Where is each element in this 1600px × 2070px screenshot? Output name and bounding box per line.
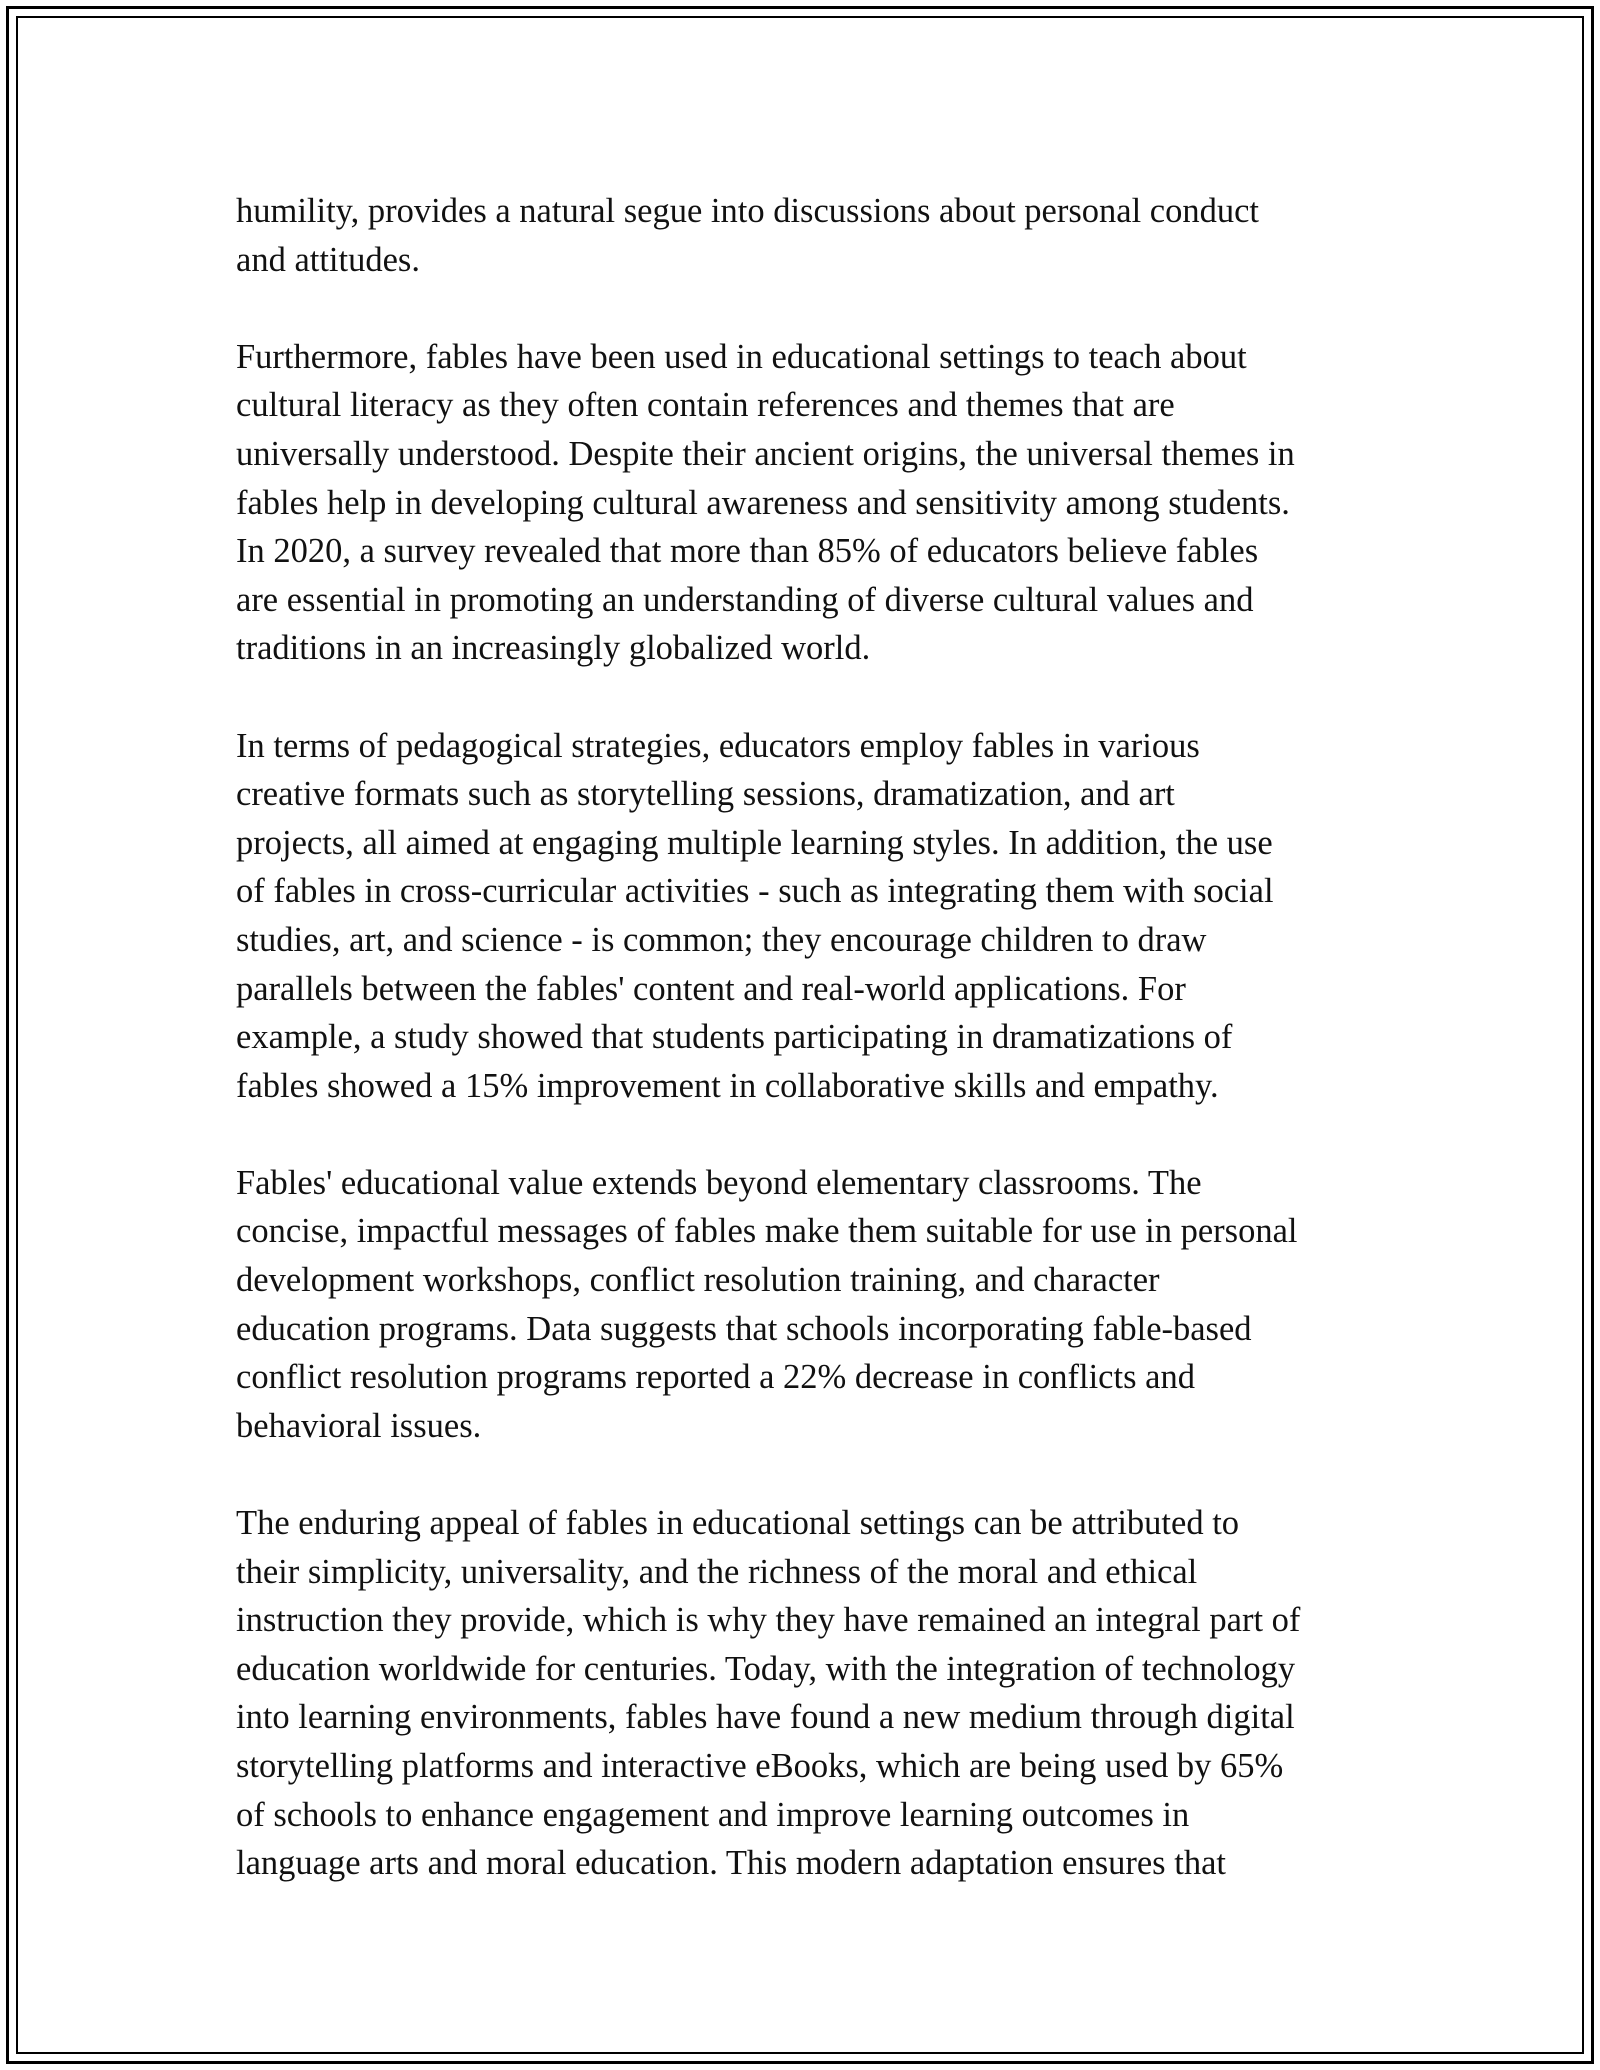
- text-line: education programs. Data suggests that schools incorporating fable-based: [236, 1309, 1252, 1348]
- text-line: and attitudes.: [236, 240, 420, 279]
- text-line: storytelling platforms and interactive eBooks, which are being used by 65%: [236, 1747, 1284, 1785]
- text-line: are essential in promoting an understanding of diverse cultural values and: [236, 580, 1254, 619]
- text-line: universally understood. Despite their ancient origins, the universal themes in: [236, 434, 1295, 473]
- text-line: into learning environments, fables have found a new medium through digital: [236, 1698, 1295, 1737]
- text-line: conflict resolution programs reported a 22% decrease in conflicts and: [236, 1358, 1195, 1397]
- text-line: education worldwide for centuries. Today, with the integration of technology: [236, 1649, 1296, 1688]
- text-line: creative formats such as storytelling sessions, dramatization, and art: [236, 775, 1175, 814]
- paragraph-pedagogical-strategies: [236, 722, 1396, 1111]
- text-line: The enduring appeal of fables in educational settings can be attributed to: [236, 1504, 1240, 1543]
- text-line: concise, impactful messages of fables make them suitable for use in personal: [236, 1212, 1298, 1251]
- text-line: cultural literacy as they often contain references and themes that are: [236, 386, 1175, 425]
- text-line: instruction they provide, which is why they have remained an integral part of: [236, 1601, 1301, 1640]
- text-line: Furthermore, fables have been used in educational settings to teach about: [236, 337, 1247, 376]
- text-line: example, a study showed that students participating in dramatizations of: [236, 1018, 1233, 1057]
- document-body: [236, 187, 1396, 1936]
- text-line: development workshops, conflict resolution training, and character: [236, 1261, 1160, 1300]
- text-line: studies, art, and science - is common; they encourage children to draw: [236, 920, 1207, 959]
- text-line: In 2020, a survey revealed that more than 85% of educators believe fables: [236, 532, 1259, 571]
- text-line: of schools to enhance engagement and improve learning outcomes in: [236, 1795, 1190, 1834]
- paragraph-humility: [236, 187, 1396, 284]
- paragraph-cultural-literacy: [236, 333, 1396, 673]
- text-line: Fables' educational value extends beyond elementary classrooms. The: [236, 1163, 1202, 1202]
- text-line: projects, all aimed at engaging multiple learning styles. In addition, the use: [236, 823, 1273, 862]
- text-line: traditions in an increasingly globalized world.: [236, 629, 871, 668]
- paragraph-educational-value: [236, 1159, 1396, 1451]
- paragraph-enduring-appeal: [236, 1499, 1396, 1888]
- text-line: language arts and moral education. This modern adaptation ensures that: [236, 1844, 1226, 1883]
- text-line: humility, provides a natural segue into discussions about personal conduct: [236, 192, 1259, 230]
- text-line: fables showed a 15% improvement in collaborative skills and empathy.: [236, 1066, 1219, 1105]
- text-line: their simplicity, universality, and the richness of the moral and ethical: [236, 1552, 1198, 1591]
- text-line: In terms of pedagogical strategies, educators employ fables in various: [236, 726, 1200, 765]
- text-line: of fables in cross-curricular activities - such as integrating them with social: [236, 872, 1274, 911]
- text-line: fables help in developing cultural awareness and sensitivity among students.: [236, 483, 1290, 522]
- text-line: parallels between the fables' content and real-world applications. For: [236, 969, 1186, 1008]
- text-line: behavioral issues.: [236, 1406, 482, 1445]
